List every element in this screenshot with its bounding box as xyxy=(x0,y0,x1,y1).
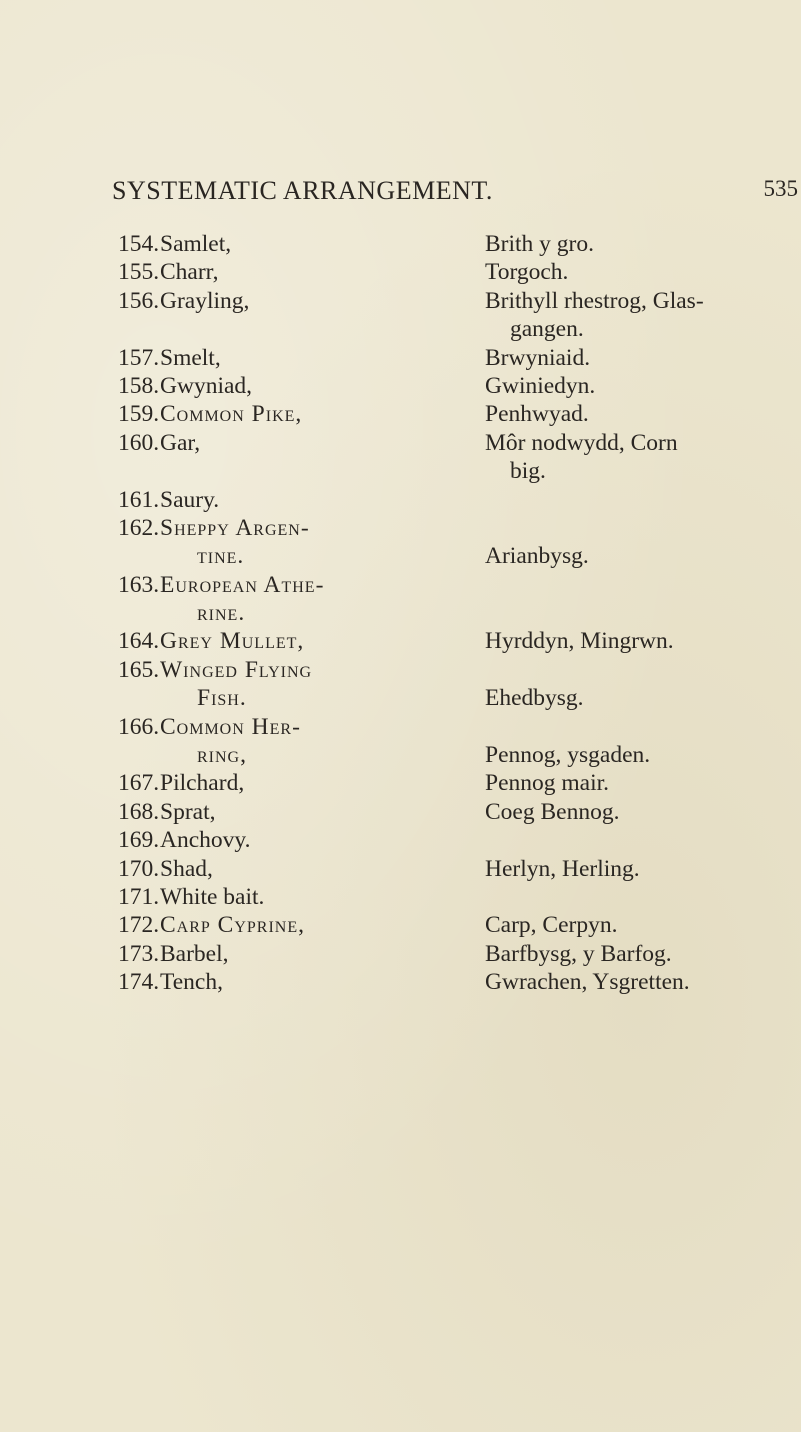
welsh-name: Torgoch. xyxy=(485,259,569,286)
list-item xyxy=(118,741,788,769)
header-title: SYSTEMATIC ARRANGEMENT. xyxy=(112,176,493,205)
welsh-name: Carp, Cerpyn. xyxy=(485,912,618,939)
english-name: Samlet, xyxy=(160,231,232,257)
welsh-name: Gwiniedyn. xyxy=(485,372,596,399)
english-name: Grey Mullet, xyxy=(160,628,305,655)
list-item xyxy=(118,344,788,372)
english-name: Gar, xyxy=(160,429,201,456)
english-name: European Athe- xyxy=(160,571,325,598)
entry-number: 167. xyxy=(118,770,160,797)
entry-number: 173. xyxy=(118,940,160,967)
english-name: Charr, xyxy=(160,259,219,286)
list-item xyxy=(118,599,788,627)
english-name: Grayling, xyxy=(160,287,250,314)
list-item xyxy=(118,542,788,570)
list-item xyxy=(118,940,788,968)
welsh-name: Brwyniaid. xyxy=(485,344,591,371)
welsh-name: Herlyn, Herling. xyxy=(485,855,640,882)
list-item xyxy=(118,429,788,457)
english-name: White bait. xyxy=(160,883,265,910)
list-item xyxy=(118,486,788,514)
list-item xyxy=(118,627,788,655)
welsh-name: Pennog, ysgaden. xyxy=(485,742,651,769)
english-name: Anchovy. xyxy=(160,827,251,854)
entry-number: 161. xyxy=(118,486,160,513)
entry-number: 170. xyxy=(118,855,160,882)
entry-number: 165. xyxy=(118,656,160,683)
english-name: Common Her- xyxy=(160,713,301,740)
list-item xyxy=(118,571,788,599)
list-item xyxy=(118,684,788,712)
english-name: ring, xyxy=(197,742,247,769)
list-item xyxy=(118,230,788,258)
welsh-name: Coeg Bennog. xyxy=(485,798,620,825)
list-item xyxy=(118,769,788,797)
welsh-name: Gwrachen, Ysgretten. xyxy=(485,969,690,996)
english-name: tine. xyxy=(197,543,245,570)
list-item xyxy=(118,372,788,400)
english-name: Sprat, xyxy=(160,798,216,825)
entry-number: 163. xyxy=(118,571,160,598)
page-number: 535 xyxy=(763,176,798,201)
entry-number: 166. xyxy=(118,713,160,740)
list-item xyxy=(118,968,788,996)
welsh-name: Barfbysg, y Barfog. xyxy=(485,940,672,967)
welsh-name: Brith y gro. xyxy=(485,231,595,257)
welsh-name: Pennog mair. xyxy=(485,770,610,797)
english-name: Barbel, xyxy=(160,940,229,967)
welsh-name: Brithyll rhestrog, Glas- xyxy=(485,287,704,314)
entry-number: 168. xyxy=(118,798,160,825)
welsh-name: Penhwyad. xyxy=(485,401,589,428)
entry-number: 160. xyxy=(118,429,160,456)
welsh-name: big. xyxy=(510,458,546,485)
english-name: Winged Flying xyxy=(160,656,313,683)
entry-number: 174. xyxy=(118,969,160,996)
english-name: Saury. xyxy=(160,486,220,513)
english-name: Common Pike, xyxy=(160,401,303,428)
english-name: Fish. xyxy=(197,685,247,712)
entry-number: 156. xyxy=(118,287,160,314)
list-item xyxy=(118,883,788,911)
english-name: Carp Cyprine, xyxy=(160,912,306,939)
list-item xyxy=(118,457,788,485)
english-name: Tench, xyxy=(160,969,223,996)
entry-number: 159. xyxy=(118,401,160,428)
list-item xyxy=(118,713,788,741)
entry-number: 164. xyxy=(118,628,160,655)
entry-number: 157. xyxy=(118,344,160,371)
list-item xyxy=(118,287,788,315)
list-item xyxy=(118,798,788,826)
running-header xyxy=(112,176,798,212)
welsh-name: Arianbysg. xyxy=(485,543,589,570)
welsh-name: Hyrddyn, Mingrwn. xyxy=(485,628,674,655)
english-name: Gwyniad, xyxy=(160,372,253,399)
list-item xyxy=(118,258,788,286)
english-name: Pilchard, xyxy=(160,770,245,797)
list-item xyxy=(118,400,788,428)
english-name: Shad, xyxy=(160,855,213,882)
list-item xyxy=(118,855,788,883)
entry-number: 155. xyxy=(118,259,160,286)
entry-number: 169. xyxy=(118,827,160,854)
list-item xyxy=(118,911,788,939)
list-item xyxy=(118,656,788,684)
species-list xyxy=(118,230,788,997)
english-name: Sheppy Argen- xyxy=(160,514,310,541)
english-name: rine. xyxy=(197,600,246,627)
entry-number: 154. xyxy=(118,231,160,257)
entry-number: 158. xyxy=(118,372,160,399)
english-name: Smelt, xyxy=(160,344,221,371)
welsh-name: Ehedbysg. xyxy=(485,685,584,712)
entry-number: 162. xyxy=(118,514,160,541)
welsh-name: Môr nodwydd, Corn xyxy=(485,429,678,456)
list-item xyxy=(118,315,788,343)
entry-number: 171. xyxy=(118,883,160,910)
welsh-name: gangen. xyxy=(510,316,584,343)
list-item xyxy=(118,826,788,854)
list-item xyxy=(118,514,788,542)
entry-number: 172. xyxy=(118,912,160,939)
